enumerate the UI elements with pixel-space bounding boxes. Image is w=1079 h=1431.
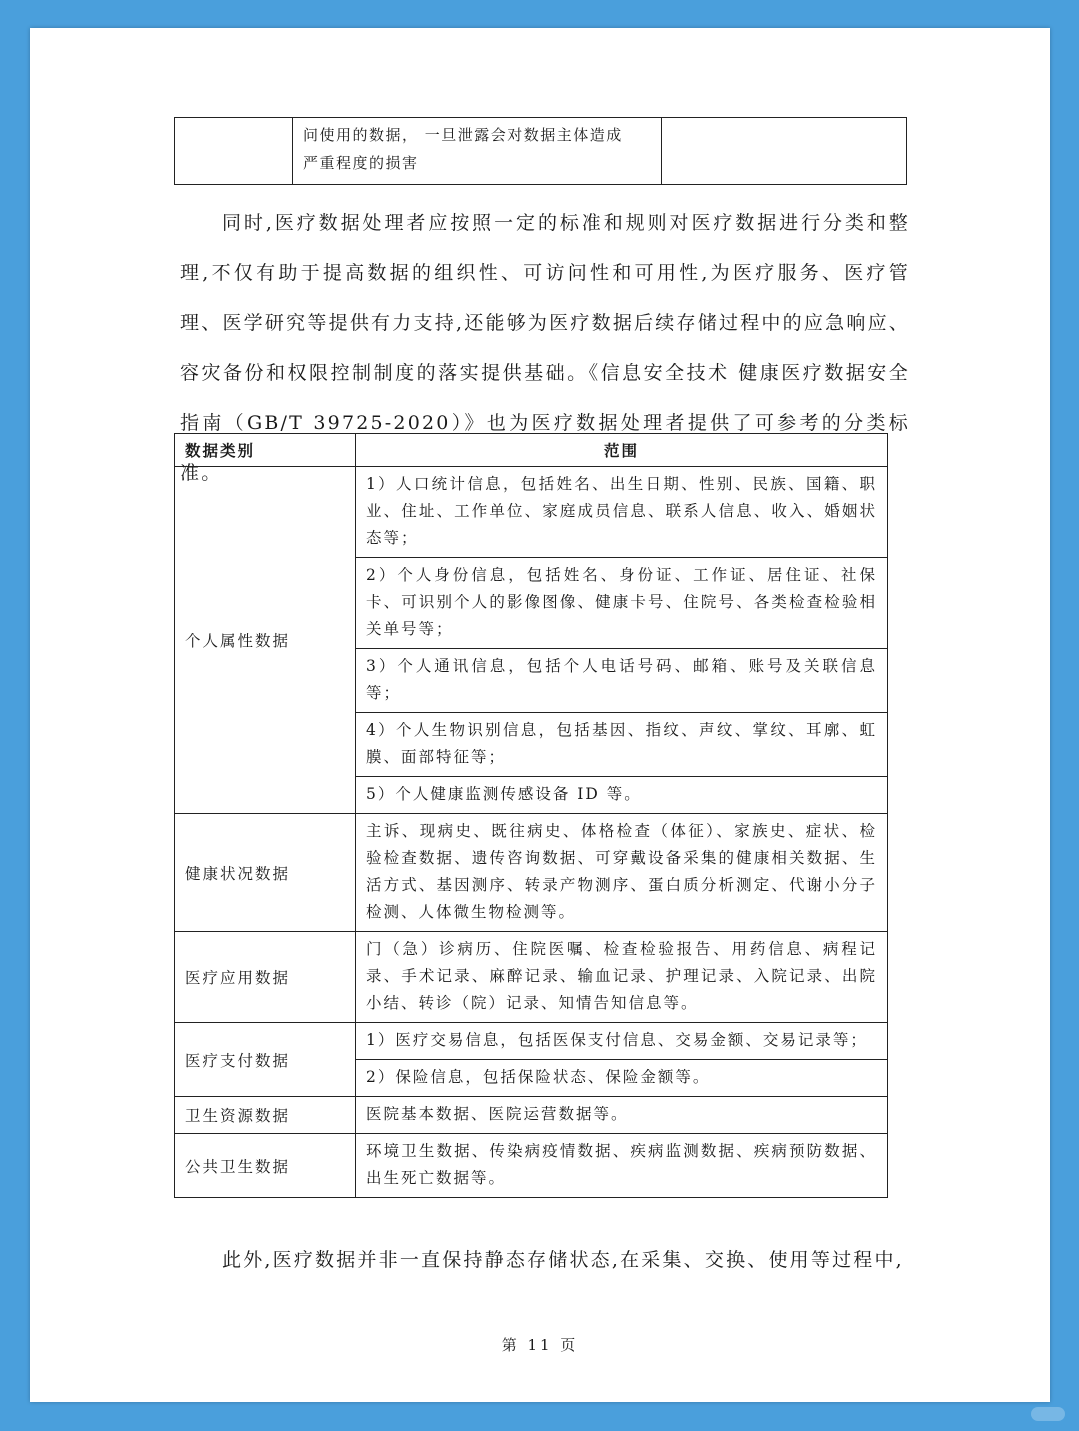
table-row <box>175 1097 888 1134</box>
header-data-category: 数据类别 <box>175 434 356 467</box>
category-health-status: 健康状况数据 <box>175 814 356 932</box>
table-header-row <box>175 434 888 467</box>
data-classification-table <box>174 433 888 1198</box>
table-row <box>175 1023 888 1060</box>
range-item: 主诉、现病史、既往病史、体格检查（体征）、家族史、症状、检验检查数据、遗传咨询数据、可穿戴设备采集的健康相关数据、生活方式、基因测序、转录产物测序、蛋白质分析测定、代谢小分子检测、人体微生物检测等。 <box>356 814 888 932</box>
watermark-logo <box>1031 1407 1065 1421</box>
continued-table-row <box>174 117 907 185</box>
table-row <box>175 467 888 558</box>
range-item: 医院基本数据、医院运营数据等。 <box>356 1097 888 1134</box>
page-number: 第 11 页 <box>501 1336 579 1354</box>
table-row <box>175 814 888 932</box>
range-item: 2）个人身份信息，包括姓名、身份证、工作证、居住证、社保卡、可识别个人的影像图像、健康卡号、住院号、各类检查检验相关单号等； <box>356 558 888 649</box>
range-item: 环境卫生数据、传染病疫情数据、疾病监测数据、疾病预防数据、出生死亡数据等。 <box>356 1134 888 1198</box>
range-item: 4）个人生物识别信息，包括基因、指纹、声纹、掌纹、耳廓、虹膜、面部特征等； <box>356 713 888 777</box>
header-range: 范围 <box>356 434 888 467</box>
category-medical-application: 医疗应用数据 <box>175 932 356 1023</box>
category-health-resources: 卫生资源数据 <box>175 1097 356 1134</box>
table-cell-empty-left <box>175 118 293 185</box>
range-item: 1）人口统计信息，包括姓名、出生日期、性别、民族、国籍、职业、住址、工作单位、家庭成员信息、联系人信息、收入、婚姻状态等； <box>356 467 888 558</box>
range-item: 门（急）诊病历、住院医嘱、检查检验报告、用药信息、病程记录、手术记录、麻醉记录、输血记录、护理记录、入院记录、出院小结、转诊（院）记录、知情告知信息等。 <box>356 932 888 1023</box>
table-row <box>175 1134 888 1198</box>
range-item: 5）个人健康监测传感设备 ID 等。 <box>356 777 888 814</box>
category-medical-payment: 医疗支付数据 <box>175 1023 356 1097</box>
table-cell-empty-right <box>662 118 907 185</box>
paragraph-classification-intro: 同时,医疗数据处理者应按照一定的标准和规则对医疗数据进行分类和整理,不仅有助于提高数据的组织性、可访问性和可用性,为医疗服务、医疗管理、医学研究等提供有力支持,还能够为医疗数据后续存储过程中的应急响应、容灾备份和权限控制制度的落实提供基础。《信息安全技术 健康医疗数据安全指南（GB/T 39725-2020）》也为医疗数据处理者提供了可参考的分类标准。 <box>180 212 910 484</box>
description-line-1: 问使用的数据， 一旦泄露会对数据主体造成 <box>303 126 623 144</box>
paragraph-dynamic-data: 此外,医疗数据并非一直保持静态存储状态,在采集、交换、使用等过程中, <box>222 1249 904 1271</box>
description-line-2: 严重程度的损害 <box>303 154 419 172</box>
range-item: 3）个人通讯信息，包括个人电话号码、邮箱、账号及关联信息等； <box>356 649 888 713</box>
category-personal-attributes: 个人属性数据 <box>175 467 356 814</box>
document-page <box>30 28 1050 1402</box>
table-cell-description <box>293 118 662 185</box>
range-item: 1）医疗交易信息，包括医保支付信息、交易金额、交易记录等； <box>356 1023 888 1060</box>
range-item: 2）保险信息，包括保险状态、保险金额等。 <box>356 1060 888 1097</box>
table-row <box>175 932 888 1023</box>
category-public-health: 公共卫生数据 <box>175 1134 356 1198</box>
